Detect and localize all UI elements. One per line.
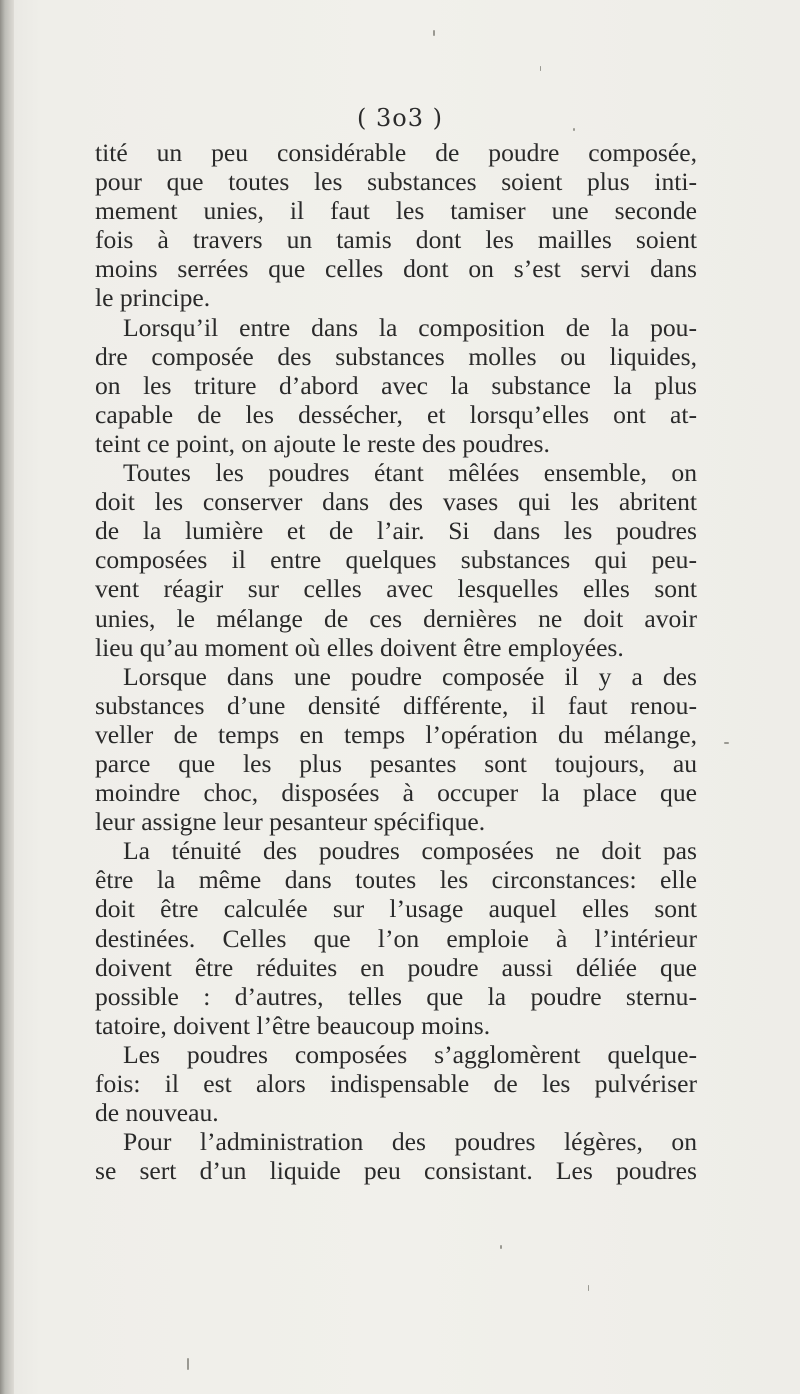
- paper-speck: [724, 742, 729, 744]
- text-line: substances d’une densité différente, il faut renou-: [95, 690, 697, 720]
- text-line: lieu qu’au moment où elles doivent être employées.: [95, 632, 624, 662]
- text-line: Toutes les poudres étant mêlées ensemble, on: [123, 458, 697, 488]
- paragraph: [95, 1127, 697, 1185]
- text-line: se sert d’un liquide peu consistant. Les poudres: [95, 1156, 697, 1186]
- text-line: Lorsque dans une poudre composée il y a des: [123, 661, 697, 691]
- text-line: leur assigne leur pesanteur spécifique.: [95, 807, 486, 837]
- paragraph: [95, 138, 697, 313]
- paragraph: [95, 1040, 697, 1127]
- paper-speck: [540, 66, 541, 71]
- text-line: fois: il est alors indispensable de les pulvériser: [95, 1069, 697, 1098]
- text-line: teint ce point, on ajoute le reste des poudres.: [95, 428, 550, 458]
- paragraph: [95, 836, 697, 1040]
- text-line: le principe.: [95, 283, 211, 313]
- text-line: composées il entre quelques substances qui peu-: [95, 545, 697, 575]
- text-line: pour que toutes les substances soient plus inti-: [95, 167, 697, 197]
- text-line: doit les conserver dans des vases qui les abritent: [95, 487, 697, 517]
- text-line: Lorsqu’il entre dans la composition de la pou-: [123, 312, 697, 342]
- paper-speck: [500, 1245, 502, 1249]
- text-line: on les triture d’abord avec la substance la plus: [95, 370, 697, 400]
- text-line: veller de temps en temps l’opération du mélange,: [95, 719, 697, 749]
- paragraph: [95, 662, 697, 837]
- text-line: Pour l’administration des poudres légères, on: [123, 1127, 697, 1157]
- text-line: moins serrées que celles dont on s’est servi dans: [95, 254, 697, 284]
- paper-speck: [433, 30, 435, 36]
- text-line: La ténuité des poudres composées ne doit pas: [123, 836, 697, 866]
- text-line: fois à travers un tamis dont les mailles soient: [95, 225, 697, 255]
- text-line: moindre choc, disposées à occuper la place que: [95, 778, 697, 808]
- text-line: doit être calculée sur l’usage auquel elles sont: [95, 894, 697, 924]
- paragraph: [95, 313, 697, 458]
- text-line: parce que les plus pesantes sont toujours, au: [95, 748, 697, 778]
- page-number: ( 3o3 ): [357, 104, 443, 132]
- text-line: capable de les dessécher, et lorsqu’elles ont at-: [95, 399, 697, 429]
- text-line: tatoire, doivent l’être beaucoup moins.: [95, 1010, 491, 1040]
- text-line: de la lumière et de l’air. Si dans les poudres: [95, 516, 697, 546]
- text-line: tité un peu considérable de poudre composée,: [95, 138, 697, 167]
- text-line: destinées. Celles que l’on emploie à l’intérieur: [95, 923, 697, 953]
- paragraph: [95, 458, 697, 662]
- body-text: [95, 138, 697, 1185]
- text-line: possible : d’autres, telles que la poudre sternu-: [95, 981, 697, 1011]
- text-line: vent réagir sur celles avec lesquelles elles sont: [95, 574, 697, 604]
- text-line: être la même dans toutes les circonstances: elle: [95, 865, 697, 895]
- text-line: Les poudres composées s’agglomèrent quelque-: [123, 1039, 697, 1069]
- text-line: doivent être réduites en poudre aussi déliée que: [95, 952, 697, 982]
- paper-speck: [588, 1285, 589, 1291]
- text-line: de nouveau.: [95, 1098, 219, 1128]
- binding-edge: [0, 0, 14, 1394]
- text-line: dre composée des substances molles ou liquides,: [95, 341, 697, 371]
- paper-speck: [187, 1358, 189, 1370]
- text-line: unies, le mélange de ces dernières ne doit avoir: [95, 603, 697, 633]
- paper-speck: [573, 128, 575, 131]
- text-line: mement unies, il faut les tamiser une seconde: [95, 196, 697, 226]
